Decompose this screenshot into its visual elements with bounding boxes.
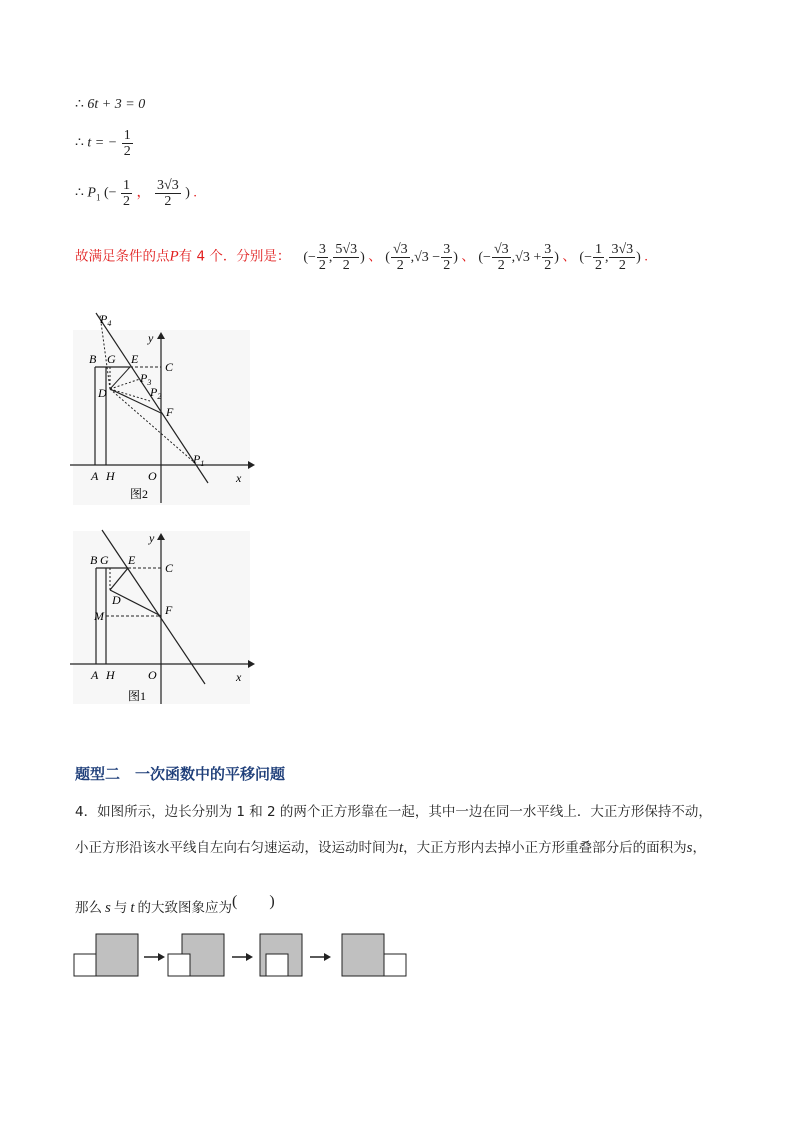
problem-line-1: 4．如图所示，边长分别为 1 和 2 的两个正方形靠在一起，其中一边在同一水平线上．大正方形保持不动， bbox=[75, 804, 712, 820]
label-d: D bbox=[112, 593, 121, 607]
small-square bbox=[74, 954, 96, 976]
figure-1-caption: 图1 bbox=[128, 689, 147, 703]
arrow-right-icon bbox=[324, 953, 331, 961]
label-d: D bbox=[98, 386, 107, 400]
large-square bbox=[96, 934, 138, 976]
fraction: $\frac{1}{2}$ bbox=[123, 178, 131, 209]
label-c: C bbox=[165, 360, 174, 374]
label-h: H bbox=[106, 668, 115, 682]
figure-2 bbox=[70, 305, 255, 510]
equation: 6t + 3 = 0 bbox=[87, 97, 146, 112]
label-h: H bbox=[106, 469, 115, 483]
large-square bbox=[342, 934, 384, 976]
label-m: M bbox=[94, 609, 104, 623]
conclusion-line: 故满足条件的点P有 4 个．分别是： (− $\frac{3}{2}$ , $\frac{5√3}{2}$ ) 、 ( $\frac{√3}{2}$ ,√3 − $\frac{3}{2}$ ) 、 (− $\frac{√3}{2}$ ,√3 + $\frac{3}{2}$ ) 、 (− $\frac{1}{2}$ , $\frac{3√3}{2}$ ) . bbox=[75, 242, 648, 273]
point-coordinate-3: (− $\frac{√3}{2}$ ,√3 + $\frac{3}{2}$ ) bbox=[478, 242, 559, 273]
point-name: P bbox=[87, 185, 96, 201]
small-square bbox=[168, 954, 190, 976]
label-o: O bbox=[148, 668, 157, 682]
label-e: E bbox=[131, 352, 139, 366]
label-g: G bbox=[107, 352, 116, 366]
small-square bbox=[266, 954, 288, 976]
label-y: y bbox=[149, 531, 155, 545]
label-p4: $P_4$ bbox=[100, 312, 112, 328]
problem-line-3: 那么 s 与 t 的大致图象应为( ) bbox=[75, 893, 275, 916]
label-a: A bbox=[91, 668, 99, 682]
label-p3: $P_3$ bbox=[140, 371, 152, 387]
label-g: G bbox=[100, 553, 109, 567]
point-coordinate-1: (− $\frac{3}{2}$ , $\frac{5√3}{2}$ ) bbox=[303, 242, 365, 273]
label-x: x bbox=[236, 471, 242, 485]
label-f: F bbox=[166, 405, 174, 419]
solution-line-1 bbox=[75, 96, 145, 113]
label-b: B bbox=[89, 352, 97, 366]
fraction: $\frac{3√3}{2}$ bbox=[157, 178, 179, 209]
arrow-right-icon bbox=[158, 953, 165, 961]
solution-line-2 bbox=[75, 128, 134, 159]
arrow-right-icon bbox=[246, 953, 253, 961]
label-b: B bbox=[90, 553, 98, 567]
section-title: 题型二 一次函数中的平移问题 bbox=[75, 765, 286, 783]
therefore-symbol: ∴ bbox=[75, 97, 84, 112]
label-p1: $P_1$ bbox=[193, 452, 205, 468]
label-c: C bbox=[165, 561, 174, 575]
therefore-symbol: ∴ bbox=[75, 135, 84, 151]
label-y: y bbox=[148, 331, 154, 345]
small-square bbox=[384, 954, 406, 976]
label-e: E bbox=[128, 553, 136, 567]
label-p2: $P_2$ bbox=[150, 385, 162, 401]
problem-line-2: 小正方形沿该水平线自左向右匀速运动，设运动时间为t，大正方形内去掉小正方形重叠部分后的面积为s， bbox=[75, 840, 707, 856]
equation-lhs: t = − bbox=[87, 135, 118, 151]
label-f: F bbox=[165, 603, 173, 617]
label-a: A bbox=[91, 469, 99, 483]
figure-1 bbox=[70, 528, 255, 708]
point-coordinate-2: ( $\frac{√3}{2}$ ,√3 − $\frac{3}{2}$ ) bbox=[385, 242, 458, 273]
therefore-symbol: ∴ bbox=[75, 185, 84, 201]
label-o: O bbox=[148, 469, 157, 483]
fraction: $\frac{1}{2}$ bbox=[123, 128, 131, 159]
solution-line-3: ∴ $P_1$ (− $\frac{1}{2}$ ， $\frac{3√3}{2}$ ) . bbox=[75, 178, 197, 209]
point-coordinate-4: (− $\frac{1}{2}$ , $\frac{3√3}{2}$ ) bbox=[579, 242, 641, 273]
squares-diagram bbox=[72, 932, 412, 980]
label-x: x bbox=[236, 670, 242, 684]
figure-2-caption: 图2 bbox=[130, 487, 149, 501]
